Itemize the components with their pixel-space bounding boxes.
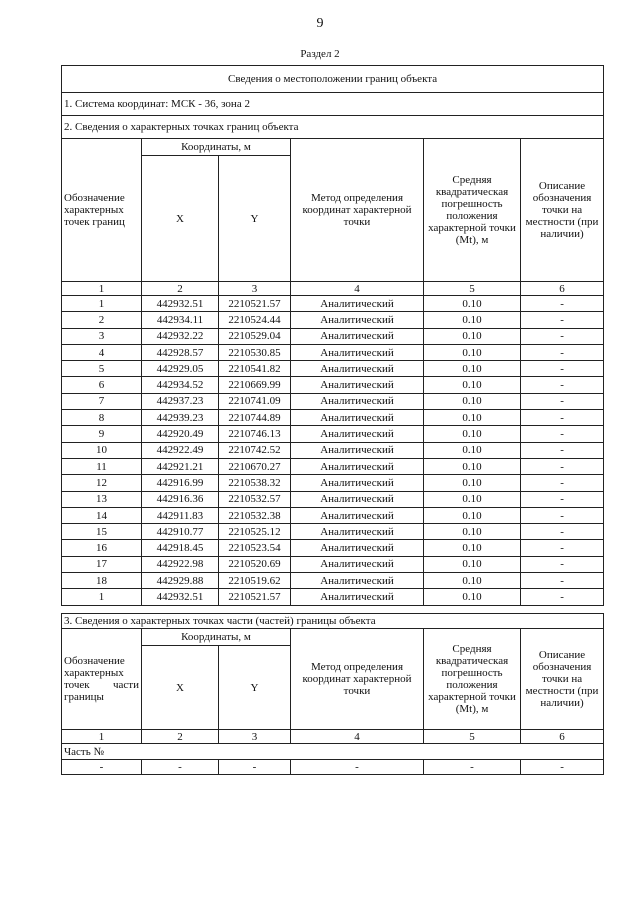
column-number: 6 — [521, 282, 604, 296]
table-row — [62, 426, 604, 442]
point-method: Аналитический — [291, 458, 424, 474]
point-number: 7 — [62, 393, 142, 409]
table-cell: - — [424, 760, 521, 775]
point-description: - — [521, 524, 604, 540]
point-accuracy: 0.10 — [424, 491, 521, 507]
column-number: 3 — [219, 730, 291, 744]
point-y: 2210669.99 — [219, 377, 291, 393]
table-row — [62, 393, 604, 409]
point-x: 442918.45 — [142, 540, 219, 556]
point-accuracy: 0.10 — [424, 312, 521, 328]
table-cell: - — [521, 760, 604, 775]
part-empty-row — [62, 760, 604, 775]
table-row — [62, 344, 604, 360]
point-x: 442928.57 — [142, 344, 219, 360]
table-row — [62, 573, 604, 589]
point-y: 2210746.13 — [219, 426, 291, 442]
header-x: X — [142, 156, 219, 282]
point-y: 2210532.57 — [219, 491, 291, 507]
table-row — [62, 312, 604, 328]
point-x: 442920.49 — [142, 426, 219, 442]
column-number: 6 — [521, 730, 604, 744]
point-description: - — [521, 312, 604, 328]
point-number: 13 — [62, 491, 142, 507]
point-y: 2210530.85 — [219, 344, 291, 360]
point-description: - — [521, 377, 604, 393]
coord-system: 1. Система координат: МСК - 36, зона 2 — [62, 93, 604, 116]
point-y: 2210519.62 — [219, 573, 291, 589]
point-y: 2210521.57 — [219, 296, 291, 312]
point-x: 442937.23 — [142, 393, 219, 409]
point-y: 2210529.04 — [219, 328, 291, 344]
point-x: 442922.49 — [142, 442, 219, 458]
column-number: 3 — [219, 282, 291, 296]
point-y: 2210538.32 — [219, 475, 291, 491]
point-number: 12 — [62, 475, 142, 491]
point-x: 442910.77 — [142, 524, 219, 540]
parts-header-method: Метод определения координат характерной точки — [291, 629, 424, 730]
table-row — [62, 458, 604, 474]
points-heading: 2. Сведения о характерных точках границ объекта — [62, 116, 604, 139]
point-number: 4 — [62, 344, 142, 360]
section-title: Раздел 2 — [300, 48, 340, 60]
point-x: 442932.51 — [142, 589, 219, 605]
parts-header-description: Описание обозначения точки на местности (при наличии) — [521, 629, 604, 730]
point-method: Аналитический — [291, 442, 424, 458]
point-y: 2210744.89 — [219, 410, 291, 426]
point-number: 5 — [62, 361, 142, 377]
parts-column-number-row — [62, 730, 604, 744]
point-y: 2210741.09 — [219, 393, 291, 409]
point-y: 2210521.57 — [219, 589, 291, 605]
column-number: 2 — [142, 730, 219, 744]
point-description: - — [521, 491, 604, 507]
point-description: - — [521, 361, 604, 377]
table-row — [62, 507, 604, 523]
point-accuracy: 0.10 — [424, 475, 521, 491]
point-y: 2210525.12 — [219, 524, 291, 540]
point-x: 442932.22 — [142, 328, 219, 344]
point-method: Аналитический — [291, 426, 424, 442]
point-method: Аналитический — [291, 556, 424, 572]
parts-heading: 3. Сведения о характерных точках части (частей) границы объекта — [62, 614, 604, 629]
point-number: 2 — [62, 312, 142, 328]
point-accuracy: 0.10 — [424, 410, 521, 426]
point-method: Аналитический — [291, 589, 424, 605]
point-method: Аналитический — [291, 573, 424, 589]
table-row — [62, 410, 604, 426]
header-y: Y — [219, 156, 291, 282]
point-y: 2210532.38 — [219, 507, 291, 523]
point-number: 9 — [62, 426, 142, 442]
point-number: 1 — [62, 589, 142, 605]
point-number: 11 — [62, 458, 142, 474]
point-method: Аналитический — [291, 344, 424, 360]
point-accuracy: 0.10 — [424, 556, 521, 572]
point-description: - — [521, 556, 604, 572]
part-label: Часть № — [62, 744, 604, 760]
point-accuracy: 0.10 — [424, 573, 521, 589]
point-y: 2210670.27 — [219, 458, 291, 474]
point-accuracy: 0.10 — [424, 458, 521, 474]
point-method: Аналитический — [291, 491, 424, 507]
parts-header-y: Y — [219, 646, 291, 730]
point-x: 442911.83 — [142, 507, 219, 523]
point-accuracy: 0.10 — [424, 426, 521, 442]
header-description: Описание обозначения точки на местности (при наличии) — [521, 139, 604, 282]
point-accuracy: 0.10 — [424, 442, 521, 458]
point-description: - — [521, 344, 604, 360]
column-number: 1 — [62, 282, 142, 296]
point-description: - — [521, 507, 604, 523]
point-description: - — [521, 410, 604, 426]
page-number: 9 — [316, 16, 324, 31]
point-method: Аналитический — [291, 361, 424, 377]
point-number: 3 — [62, 328, 142, 344]
table-cell: - — [291, 760, 424, 775]
point-accuracy: 0.10 — [424, 393, 521, 409]
point-x: 442932.51 — [142, 296, 219, 312]
point-accuracy: 0.10 — [424, 296, 521, 312]
point-accuracy: 0.10 — [424, 589, 521, 605]
point-method: Аналитический — [291, 540, 424, 556]
table-row — [62, 377, 604, 393]
point-x: 442922.98 — [142, 556, 219, 572]
point-y: 2210524.44 — [219, 312, 291, 328]
point-description: - — [521, 442, 604, 458]
point-accuracy: 0.10 — [424, 507, 521, 523]
boundary-points-table — [61, 65, 604, 606]
column-number-row — [62, 282, 604, 296]
point-x: 442934.11 — [142, 312, 219, 328]
point-description: - — [521, 458, 604, 474]
point-accuracy: 0.10 — [424, 328, 521, 344]
point-method: Аналитический — [291, 312, 424, 328]
point-number: 10 — [62, 442, 142, 458]
column-number: 5 — [424, 730, 521, 744]
point-number: 14 — [62, 507, 142, 523]
table-row — [62, 556, 604, 572]
point-y: 2210541.82 — [219, 361, 291, 377]
point-x: 442929.88 — [142, 573, 219, 589]
column-number: 2 — [142, 282, 219, 296]
table-row — [62, 540, 604, 556]
point-description: - — [521, 328, 604, 344]
header-accuracy: Средняя квадратическая погрешность положения характерной точки (Mt), м — [424, 139, 521, 282]
point-description: - — [521, 573, 604, 589]
parts-header-designation: Обозначение характерных точек части границы — [62, 629, 142, 730]
point-number: 16 — [62, 540, 142, 556]
point-method: Аналитический — [291, 328, 424, 344]
point-method: Аналитический — [291, 377, 424, 393]
table-cell: - — [62, 760, 142, 775]
header-coordinates: Координаты, м — [142, 139, 291, 156]
column-number: 4 — [291, 282, 424, 296]
point-accuracy: 0.10 — [424, 344, 521, 360]
column-number: 5 — [424, 282, 521, 296]
header-designation: Обозначение характерных точек границ — [62, 139, 142, 282]
point-x: 442929.05 — [142, 361, 219, 377]
point-method: Аналитический — [291, 507, 424, 523]
point-number: 15 — [62, 524, 142, 540]
point-description: - — [521, 393, 604, 409]
point-method: Аналитический — [291, 410, 424, 426]
point-x: 442916.36 — [142, 491, 219, 507]
point-y: 2210523.54 — [219, 540, 291, 556]
table-row — [62, 296, 604, 312]
table-row — [62, 328, 604, 344]
table-row — [62, 361, 604, 377]
point-accuracy: 0.10 — [424, 524, 521, 540]
table-row — [62, 524, 604, 540]
parts-header-accuracy: Средняя квадратическая погрешность положения характерной точки (Mt), м — [424, 629, 521, 730]
point-accuracy: 0.10 — [424, 540, 521, 556]
part-points-table — [61, 613, 604, 775]
point-x: 442934.52 — [142, 377, 219, 393]
point-description: - — [521, 589, 604, 605]
table-cell: - — [142, 760, 219, 775]
point-x: 442916.99 — [142, 475, 219, 491]
parts-header-x: X — [142, 646, 219, 730]
point-method: Аналитический — [291, 524, 424, 540]
point-description: - — [521, 540, 604, 556]
header-method: Метод определения координат характерной точки — [291, 139, 424, 282]
point-y: 2210742.52 — [219, 442, 291, 458]
point-x: 442939.23 — [142, 410, 219, 426]
column-number: 1 — [62, 730, 142, 744]
table-row — [62, 491, 604, 507]
point-description: - — [521, 426, 604, 442]
table-row — [62, 589, 604, 605]
point-x: 442921.21 — [142, 458, 219, 474]
point-accuracy: 0.10 — [424, 377, 521, 393]
point-description: - — [521, 475, 604, 491]
point-number: 1 — [62, 296, 142, 312]
point-number: 6 — [62, 377, 142, 393]
point-method: Аналитический — [291, 296, 424, 312]
point-description: - — [521, 296, 604, 312]
point-method: Аналитический — [291, 475, 424, 491]
point-accuracy: 0.10 — [424, 361, 521, 377]
column-number: 4 — [291, 730, 424, 744]
parts-header-coordinates: Координаты, м — [142, 629, 291, 646]
table-title: Сведения о местоположении границ объекта — [62, 66, 604, 93]
table-row — [62, 475, 604, 491]
point-number: 8 — [62, 410, 142, 426]
point-number: 18 — [62, 573, 142, 589]
point-number: 17 — [62, 556, 142, 572]
table-row — [62, 442, 604, 458]
point-y: 2210520.69 — [219, 556, 291, 572]
table-cell: - — [219, 760, 291, 775]
point-method: Аналитический — [291, 393, 424, 409]
